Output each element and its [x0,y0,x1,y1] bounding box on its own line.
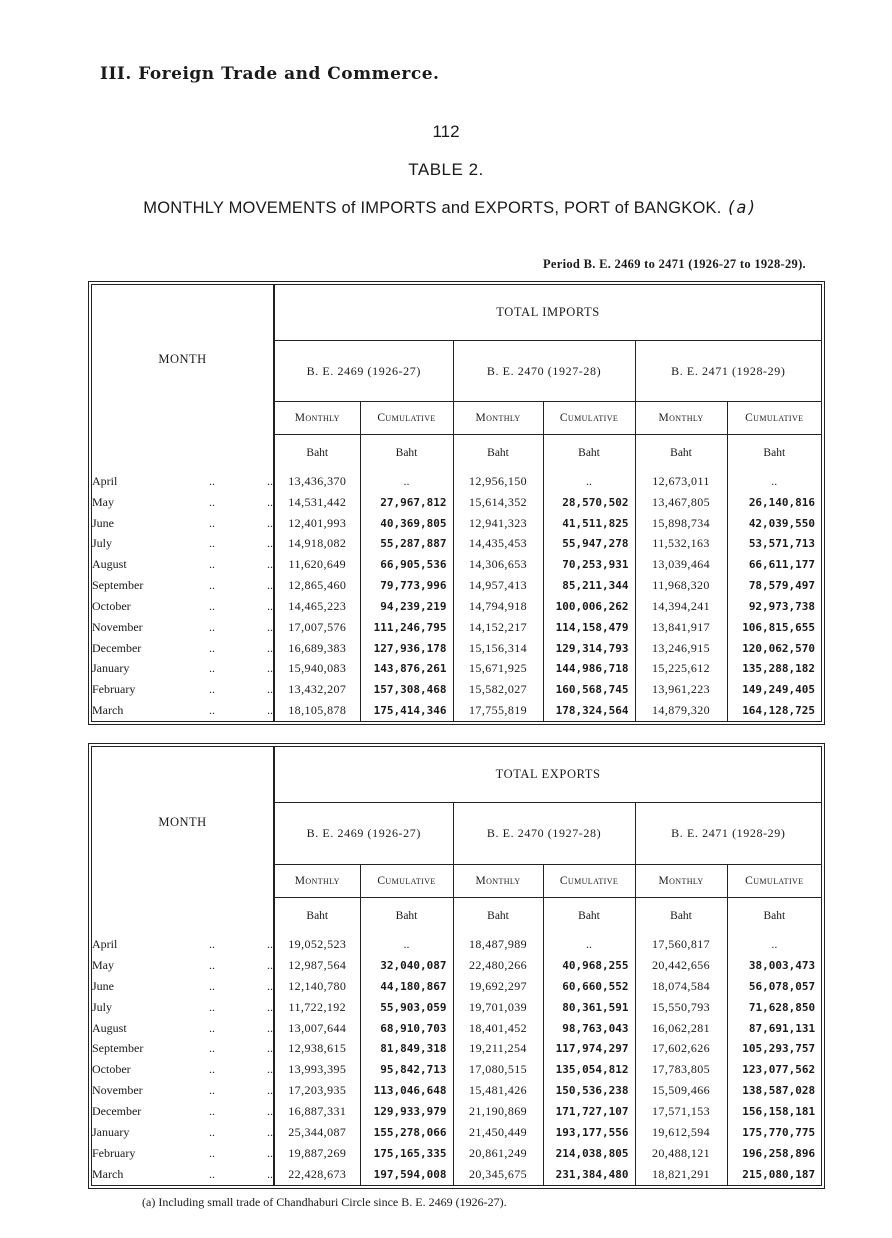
monthly-cell: 19,612,594 [635,1122,727,1143]
monthly-cell: 14,394,241 [635,596,727,617]
cumulative-cell: 40,968,255 [543,955,635,976]
leader-dots: .. [244,534,274,555]
footnote: (a) Including small trade of Chandhaburi Circle since B. E. 2469 (1926-27). [142,1195,507,1209]
month-label: April [92,936,118,951]
cumulative-cell: 95,842,713 [360,1059,453,1080]
monthly-cell: 18,105,878 [274,700,360,721]
cumulative-cell: .. [360,471,453,492]
monthly-header: Monthly [635,402,727,435]
month-label: May [92,494,114,509]
unit-label: Baht [274,898,360,934]
page-number: 112 [432,122,460,141]
cumulative-cell: 149,249,405 [742,683,816,697]
leader-dots: .. [209,1167,215,1182]
cumulative-cell: 38,003,473 [748,958,816,972]
month-label: March [92,703,124,718]
table-heading [0,198,892,218]
leader-dots: .. [209,1146,215,1161]
cumulative-cell: 160,568,745 [543,679,635,700]
cumulative-cell: 135,288,182 [742,662,816,676]
leader-dots: .. [209,557,215,572]
cumulative-cell: 105,293,757 [742,1042,816,1056]
cumulative-cell: 157,308,468 [360,679,453,700]
table-row [92,1080,821,1101]
monthly-cell: 13,436,370 [274,471,360,492]
cumulative-cell: 123,077,562 [742,1063,816,1077]
table-row [92,976,821,997]
cumulative-cell: 41,511,825 [543,513,635,534]
leader-dots: .. [244,575,274,596]
monthly-cell: 12,140,780 [274,976,360,997]
table-row [92,1039,821,1060]
imports-table-frame [91,284,822,722]
cumulative-header: Cumulative [360,402,453,435]
leader-dots: .. [244,596,274,617]
monthly-cell: 17,560,817 [635,934,727,955]
year-header-2469: B. E. 2469 (1926-27) [274,341,453,402]
table-row [92,492,821,513]
month-label: January [92,661,130,676]
table-row [92,997,821,1018]
table-row [92,1164,821,1185]
monthly-cell: 15,225,612 [635,659,727,680]
cumulative-cell: 175,770,775 [742,1126,816,1140]
cumulative-cell: 114,158,479 [543,617,635,638]
unit-spacer [92,898,274,934]
table-row [92,1059,821,1080]
month-label: November [92,619,143,634]
cumulative-cell: 79,773,996 [360,575,453,596]
monthly-cell: 12,941,323 [453,513,543,534]
imports-title: TOTAL IMPORTS [274,285,821,341]
leader-dots: .. [244,617,274,638]
unit-label: Baht [763,910,786,922]
cumulative-header: Cumulative [727,864,821,897]
table-row [92,934,821,955]
monthly-cell: 14,465,223 [274,596,360,617]
cumulative-cell: 175,165,335 [360,1143,453,1164]
table-row [92,638,821,659]
monthly-cell: 13,467,805 [635,492,727,513]
cumulative-cell: 70,253,931 [543,554,635,575]
leader-dots: .. [244,1143,274,1164]
cumulative-cell: 66,905,536 [360,554,453,575]
cumulative-header: Cumulative [360,864,453,897]
imports-table [92,285,821,721]
cumulative-cell: 155,278,066 [360,1122,453,1143]
leader-dots: .. [244,1101,274,1122]
table-row [92,617,821,638]
leader-dots: .. [209,1062,215,1077]
monthly-cell: 20,442,656 [635,955,727,976]
cumulative-cell: 94,239,219 [360,596,453,617]
month-label: July [92,999,113,1014]
leader-dots: .. [209,494,215,509]
monthly-cell: 21,450,449 [453,1122,543,1143]
cumulative-cell: 80,361,591 [543,997,635,1018]
table-row [92,471,821,492]
table-row [92,596,821,617]
cumulative-cell: 150,536,238 [543,1080,635,1101]
cumulative-cell: 42,039,550 [748,516,816,530]
cumulative-cell: 143,876,261 [360,659,453,680]
table-row [92,679,821,700]
leader-dots: .. [244,1059,274,1080]
month-label: February [92,1146,136,1161]
leader-dots: .. [209,682,215,697]
cumulative-cell: 120,062,570 [742,641,816,655]
leader-dots: .. [244,1164,274,1185]
monthly-cell: 17,007,576 [274,617,360,638]
table-row [92,513,821,534]
monthly-cell: 12,673,011 [635,471,727,492]
monthly-cell: 25,344,087 [274,1122,360,1143]
unit-spacer [92,435,274,471]
cumulative-cell: 111,246,795 [360,617,453,638]
monthly-cell: 15,940,083 [274,659,360,680]
table-heading-text: MONTHLY MOVEMENTS of IMPORTS and EXPORTS, PORT of BANGKOK. [143,199,722,217]
month-header: MONTH [92,285,274,435]
monthly-cell: 14,531,442 [274,492,360,513]
leader-dots: .. [244,976,274,997]
cumulative-cell: 98,763,043 [543,1018,635,1039]
monthly-cell: 17,571,153 [635,1101,727,1122]
monthly-cell: 15,156,314 [453,638,543,659]
leader-dots: .. [209,1020,215,1035]
table-row [92,534,821,555]
cumulative-cell: 196,258,896 [742,1147,816,1161]
exports-title: TOTAL EXPORTS [274,747,821,803]
leader-dots: .. [209,978,215,993]
monthly-cell: 17,755,819 [453,700,543,721]
monthly-cell: 20,861,249 [453,1143,543,1164]
month-label: September [92,1041,144,1056]
unit-label: Baht [763,447,786,460]
monthly-cell: 21,190,869 [453,1101,543,1122]
cumulative-cell: 68,910,703 [360,1018,453,1039]
cumulative-cell: 175,414,346 [360,700,453,721]
leader-dots: .. [209,957,215,972]
leader-dots: .. [244,492,274,513]
exports-table [92,747,821,1185]
leader-dots: .. [244,1039,274,1060]
monthly-cell: 12,865,460 [274,575,360,596]
monthly-cell: 15,671,925 [453,659,543,680]
cumulative-cell: 32,040,087 [360,955,453,976]
monthly-cell: 16,062,281 [635,1018,727,1039]
month-header: MONTH [92,747,274,898]
cumulative-cell: 178,324,564 [543,700,635,721]
month-label: January [92,1125,130,1140]
unit-label: Baht [543,898,635,934]
cumulative-cell: 127,936,178 [360,638,453,659]
monthly-cell: 12,938,615 [274,1039,360,1060]
month-label: August [92,1020,127,1035]
month-label: June [92,978,114,993]
cumulative-cell: 60,660,552 [543,976,635,997]
leader-dots: .. [244,997,274,1018]
cumulative-cell: 85,211,344 [543,575,635,596]
table-row [92,1018,821,1039]
month-label: November [92,1083,143,1098]
table-row [92,659,821,680]
leader-dots: .. [209,1125,215,1140]
monthly-cell: 20,488,121 [635,1143,727,1164]
cumulative-cell: 193,177,556 [543,1122,635,1143]
monthly-cell: 14,435,453 [453,534,543,555]
leader-dots: .. [244,1080,274,1101]
monthly-header: Monthly [274,864,360,897]
monthly-cell: 12,987,564 [274,955,360,976]
monthly-cell: 13,993,395 [274,1059,360,1080]
unit-label: Baht [543,435,635,471]
unit-label: Baht [360,898,453,934]
leader-dots: .. [244,1122,274,1143]
cumulative-cell: 138,587,028 [742,1084,816,1098]
month-label: March [92,1167,124,1182]
unit-label: Baht [360,435,453,471]
leader-dots: .. [209,578,215,593]
monthly-cell: 18,487,989 [453,934,543,955]
cumulative-cell: 26,140,816 [748,495,816,509]
year-header-2470: B. E. 2470 (1927-28) [453,803,635,864]
cumulative-cell: 231,384,480 [543,1164,635,1185]
monthly-cell: 17,203,935 [274,1080,360,1101]
monthly-cell: 14,957,413 [453,575,543,596]
unit-label: Baht [274,435,360,471]
cumulative-cell: .. [543,471,635,492]
monthly-cell: 18,401,452 [453,1018,543,1039]
monthly-cell: 13,432,207 [274,679,360,700]
monthly-cell: 11,968,320 [635,575,727,596]
cumulative-cell: 156,158,181 [742,1105,816,1119]
section-title: III. Foreign Trade and Commerce. [100,64,440,84]
table-row [92,955,821,976]
monthly-cell: 16,887,331 [274,1101,360,1122]
table-row [92,700,821,721]
year-header-2469: B. E. 2469 (1926-27) [274,803,453,864]
leader-dots: .. [209,473,215,488]
monthly-header: Monthly [635,864,727,897]
table-heading-note: (a) [726,198,757,217]
month-label: May [92,957,114,972]
cumulative-cell: 87,691,131 [748,1021,816,1035]
leader-dots: .. [244,659,274,680]
monthly-cell: 14,879,320 [635,700,727,721]
leader-dots: .. [209,661,215,676]
monthly-cell: 14,306,653 [453,554,543,575]
leader-dots: .. [244,1018,274,1039]
monthly-cell: 22,480,266 [453,955,543,976]
month-label: December [92,640,142,655]
month-label: October [92,1062,131,1077]
leader-dots: .. [209,640,215,655]
leader-dots: .. [209,1104,215,1119]
cumulative-cell: 55,287,887 [360,534,453,555]
table-row [92,554,821,575]
cumulative-cell: 117,974,297 [543,1039,635,1060]
cumulative-cell: 78,579,497 [748,579,816,593]
monthly-cell: 12,401,993 [274,513,360,534]
cumulative-cell: 81,849,318 [360,1039,453,1060]
cumulative-cell: 40,369,805 [360,513,453,534]
leader-dots: .. [244,679,274,700]
unit-label: Baht [453,435,543,471]
monthly-cell: 17,080,515 [453,1059,543,1080]
cumulative-cell: 28,570,502 [543,492,635,513]
monthly-cell: 12,956,150 [453,471,543,492]
monthly-cell: 11,722,192 [274,997,360,1018]
monthly-header: Monthly [274,402,360,435]
table-row [92,1143,821,1164]
leader-dots: .. [244,513,274,534]
monthly-cell: 19,052,523 [274,934,360,955]
leader-dots: .. [209,536,215,551]
cumulative-cell: 44,180,867 [360,976,453,997]
cumulative-cell: 215,080,187 [742,1168,816,1182]
cumulative-cell: 129,933,979 [360,1101,453,1122]
cumulative-cell: 164,128,725 [742,704,816,718]
month-label: February [92,682,136,697]
cumulative-cell: .. [771,473,778,488]
month-label: August [92,557,127,572]
year-header-2471: B. E. 2471 (1928-29) [635,803,821,864]
leader-dots: .. [244,554,274,575]
cumulative-cell: 135,054,812 [543,1059,635,1080]
month-label: December [92,1104,142,1119]
unit-label: Baht [635,435,727,471]
monthly-cell: 13,961,223 [635,679,727,700]
monthly-header: Monthly [453,402,543,435]
month-label: July [92,536,113,551]
monthly-cell: 19,692,297 [453,976,543,997]
monthly-cell: 14,794,918 [453,596,543,617]
leader-dots: .. [244,471,274,492]
monthly-cell: 22,428,673 [274,1164,360,1185]
monthly-cell: 13,007,644 [274,1018,360,1039]
cumulative-cell: 55,947,278 [543,534,635,555]
monthly-cell: 20,345,675 [453,1164,543,1185]
unit-label: Baht [453,898,543,934]
cumulative-cell: 171,727,107 [543,1101,635,1122]
period-label: Period B. E. 2469 to 2471 (1926-27 to 1928-29). [542,257,806,271]
leader-dots: .. [209,598,215,613]
monthly-cell: 16,689,383 [274,638,360,659]
cumulative-cell: 92,973,738 [748,599,816,613]
cumulative-header: Cumulative [543,864,635,897]
table-row [92,1122,821,1143]
cumulative-cell: 214,038,805 [543,1143,635,1164]
monthly-header: Monthly [453,864,543,897]
table-row [92,1101,821,1122]
leader-dots: .. [209,1041,215,1056]
monthly-cell: 15,614,352 [453,492,543,513]
monthly-cell: 13,246,915 [635,638,727,659]
cumulative-cell: .. [771,936,778,951]
monthly-cell: 15,582,027 [453,679,543,700]
cumulative-cell: .. [360,934,453,955]
cumulative-cell: 144,986,718 [543,659,635,680]
monthly-cell: 15,898,734 [635,513,727,534]
monthly-cell: 15,509,466 [635,1080,727,1101]
year-header-2471: B. E. 2471 (1928-29) [635,341,821,402]
leader-dots: .. [209,1083,215,1098]
monthly-cell: 13,039,464 [635,554,727,575]
leader-dots: .. [244,955,274,976]
cumulative-cell: 129,314,793 [543,638,635,659]
monthly-cell: 11,532,163 [635,534,727,555]
month-label: April [92,473,118,488]
cumulative-header: Cumulative [727,402,821,435]
month-label: October [92,598,131,613]
unit-label: Baht [635,898,727,934]
cumulative-cell: 55,903,059 [360,997,453,1018]
cumulative-cell: 27,967,812 [360,492,453,513]
leader-dots: .. [209,703,215,718]
cumulative-cell: 197,594,008 [360,1164,453,1185]
leader-dots: .. [209,515,215,530]
monthly-cell: 18,821,291 [635,1164,727,1185]
table-row [92,575,821,596]
monthly-cell: 19,211,254 [453,1039,543,1060]
monthly-cell: 18,074,584 [635,976,727,997]
month-label: June [92,515,114,530]
cumulative-cell: 106,815,655 [742,620,816,634]
monthly-cell: 17,783,805 [635,1059,727,1080]
cumulative-cell: 66,611,177 [748,558,816,572]
leader-dots: .. [244,700,274,721]
leader-dots: .. [244,934,274,955]
cumulative-cell: .. [543,934,635,955]
leader-dots: .. [209,936,215,951]
month-label: September [92,578,144,593]
cumulative-cell: 56,078,057 [748,979,816,993]
monthly-cell: 11,620,649 [274,554,360,575]
cumulative-cell: 71,628,850 [748,1000,816,1014]
monthly-cell: 13,841,917 [635,617,727,638]
monthly-cell: 19,887,269 [274,1143,360,1164]
cumulative-cell: 100,006,262 [543,596,635,617]
exports-table-frame [91,746,822,1186]
cumulative-header: Cumulative [543,402,635,435]
cumulative-cell: 53,571,713 [748,537,816,551]
monthly-cell: 17,602,626 [635,1039,727,1060]
monthly-cell: 14,152,217 [453,617,543,638]
cumulative-cell: 113,046,648 [360,1080,453,1101]
monthly-cell: 15,481,426 [453,1080,543,1101]
monthly-cell: 14,918,082 [274,534,360,555]
year-header-2470: B. E. 2470 (1927-28) [453,341,635,402]
leader-dots: .. [209,999,215,1014]
monthly-cell: 19,701,039 [453,997,543,1018]
leader-dots: .. [244,638,274,659]
leader-dots: .. [209,619,215,634]
table-label: TABLE 2. [408,160,484,179]
monthly-cell: 15,550,793 [635,997,727,1018]
